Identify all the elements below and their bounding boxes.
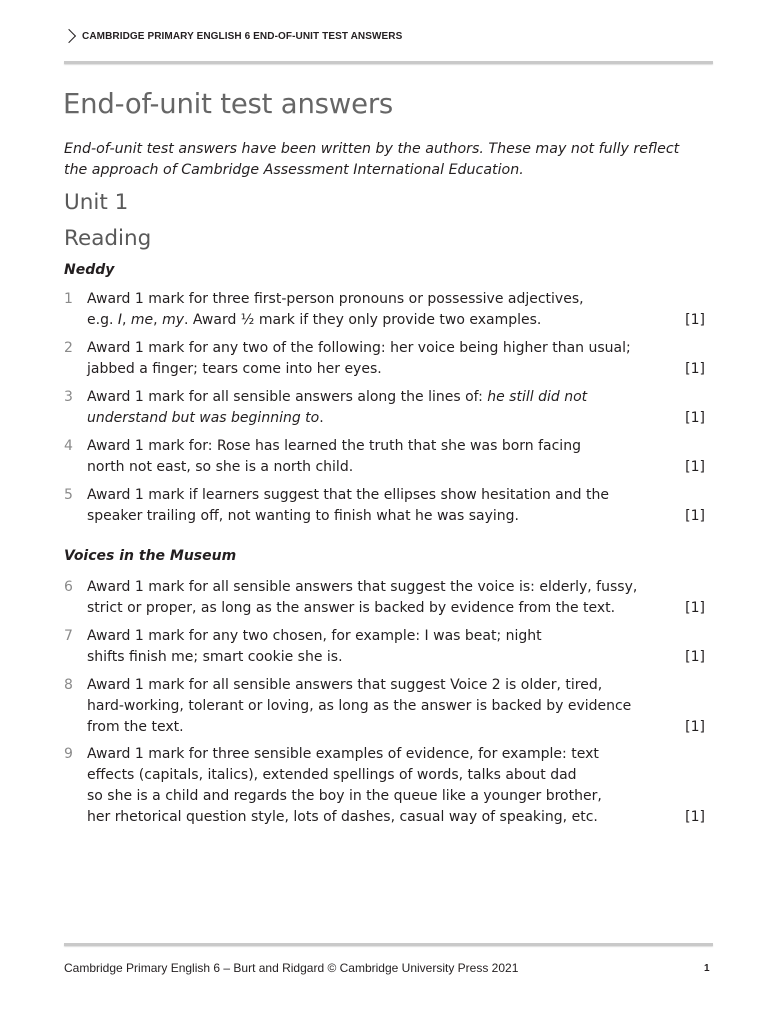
chevron-right-icon <box>62 29 76 43</box>
answer-line <box>87 338 647 359</box>
answer-text: shifts finish me; smart cookie she is. <box>87 649 343 665</box>
question-number: 6 <box>64 579 73 595</box>
answer-line <box>87 626 647 647</box>
answer-text: Award 1 mark for any two of the following: her voice being higher than usual; <box>87 340 631 356</box>
answer-text: effects (capitals, italics), extended spellings of words, talks about dad <box>87 767 577 783</box>
answer-text: hard-working, tolerant or loving, as long as the answer is backed by evidence <box>87 698 632 714</box>
answer-item <box>64 577 706 619</box>
answer-text: Award 1 mark for all sensible answers along the lines of: <box>87 389 488 405</box>
answer-line <box>87 765 647 786</box>
answer-line <box>87 289 647 310</box>
answer-text: Award 1 mark for all sensible answers that suggest the voice is: elderly, fussy, <box>87 579 638 595</box>
mark-value: [1] <box>685 410 705 426</box>
italic-text: he still did not <box>487 389 588 405</box>
answer-item <box>64 436 706 478</box>
answer-line <box>87 696 647 717</box>
answer-text: , <box>153 312 163 328</box>
unit-heading: Unit 1 <box>64 190 129 215</box>
mark-value: [1] <box>685 459 705 475</box>
question-number: 7 <box>64 628 73 644</box>
answer-item <box>64 744 706 828</box>
answer-text: e.g. <box>87 312 118 328</box>
running-header <box>64 26 402 46</box>
answer-item <box>64 387 706 429</box>
answer-text: jabbed a finger; tears come into her eyes. <box>87 361 382 377</box>
mark-value: [1] <box>685 600 705 616</box>
mark-value: [1] <box>685 508 705 524</box>
answer-line <box>87 359 647 380</box>
mark-value: [1] <box>685 809 705 825</box>
answer-line <box>87 310 647 331</box>
answer-text: Award 1 mark for: Rose has learned the truth that she was born facing <box>87 438 581 454</box>
answer-text: Award 1 mark if learners suggest that the ellipses show hesitation and the <box>87 487 609 503</box>
answer-line <box>87 786 647 807</box>
page-number: 1 <box>704 963 710 974</box>
italic-text: my <box>162 312 185 328</box>
answer-line <box>87 457 647 478</box>
answer-text: Award 1 mark for three first-person pronouns or possessive adjectives, <box>87 291 584 307</box>
question-number: 4 <box>64 438 73 454</box>
answer-line <box>87 647 647 668</box>
answer-text: Award 1 mark for all sensible answers that suggest Voice 2 is older, tired, <box>87 677 603 693</box>
answer-item <box>64 485 706 527</box>
mark-value: [1] <box>685 649 705 665</box>
intro-line: End-of-unit test answers have been written by the authors. These may not fully reflect <box>64 141 680 157</box>
answer-item <box>64 289 706 331</box>
question-number: 3 <box>64 389 73 405</box>
answer-text: so she is a child and regards the boy in the queue like a younger brother, <box>87 788 602 804</box>
question-number: 1 <box>64 291 73 307</box>
footer-credit: Cambridge Primary English 6 – Burt and Ridgard © Cambridge University Press 2021 <box>64 961 519 975</box>
answer-line <box>87 506 647 527</box>
answer-line <box>87 675 647 696</box>
answer-text: , <box>122 312 131 328</box>
running-head-text: CAMBRIDGE PRIMARY ENGLISH 6 END-OF-UNIT TEST ANSWERS <box>82 30 403 42</box>
answer-text: Award 1 mark for any two chosen, for example: I was beat; night <box>87 628 542 644</box>
mark-value: [1] <box>685 361 705 377</box>
answer-line <box>87 577 647 598</box>
question-number: 9 <box>64 746 73 762</box>
section-heading: Reading <box>64 226 152 251</box>
page-title: End-of-unit test answers <box>63 88 394 120</box>
header-rule <box>64 61 713 64</box>
answer-line <box>87 807 647 828</box>
answer-item <box>64 338 706 380</box>
answer-line <box>87 436 647 457</box>
answer-text: . <box>319 410 324 426</box>
text-heading: Neddy <box>64 262 115 278</box>
answer-line <box>87 387 647 408</box>
answer-line <box>87 717 647 738</box>
answer-line <box>87 485 647 506</box>
answer-text: north not east, so she is a north child. <box>87 459 354 475</box>
text-heading: Voices in the Museum <box>64 548 237 564</box>
mark-value: [1] <box>685 312 705 328</box>
answer-line <box>87 598 647 619</box>
italic-text: understand but was beginning to <box>87 410 320 426</box>
answer-text: her rhetorical question style, lots of dashes, casual way of speaking, etc. <box>87 809 598 825</box>
question-number: 5 <box>64 487 73 503</box>
footer-rule <box>64 943 713 946</box>
question-number: 8 <box>64 677 73 693</box>
intro-line: the approach of Cambridge Assessment International Education. <box>64 162 524 178</box>
italic-text: I <box>117 312 122 328</box>
answer-text: Award 1 mark for three sensible examples of evidence, for example: text <box>87 746 599 762</box>
answer-text: speaker trailing off, not wanting to finish what he was saying. <box>87 508 519 524</box>
mark-value: [1] <box>685 719 705 735</box>
answer-line <box>87 744 647 765</box>
italic-text: me <box>130 312 154 328</box>
answer-item <box>64 675 706 738</box>
answer-text: . Award ½ mark if they only provide two examples. <box>184 312 542 328</box>
answer-line <box>87 408 647 429</box>
question-number: 2 <box>64 340 73 356</box>
answer-text: strict or proper, as long as the answer is backed by evidence from the text. <box>87 600 616 616</box>
answer-item <box>64 626 706 668</box>
intro-note <box>64 139 704 181</box>
answer-text: from the text. <box>87 719 184 735</box>
